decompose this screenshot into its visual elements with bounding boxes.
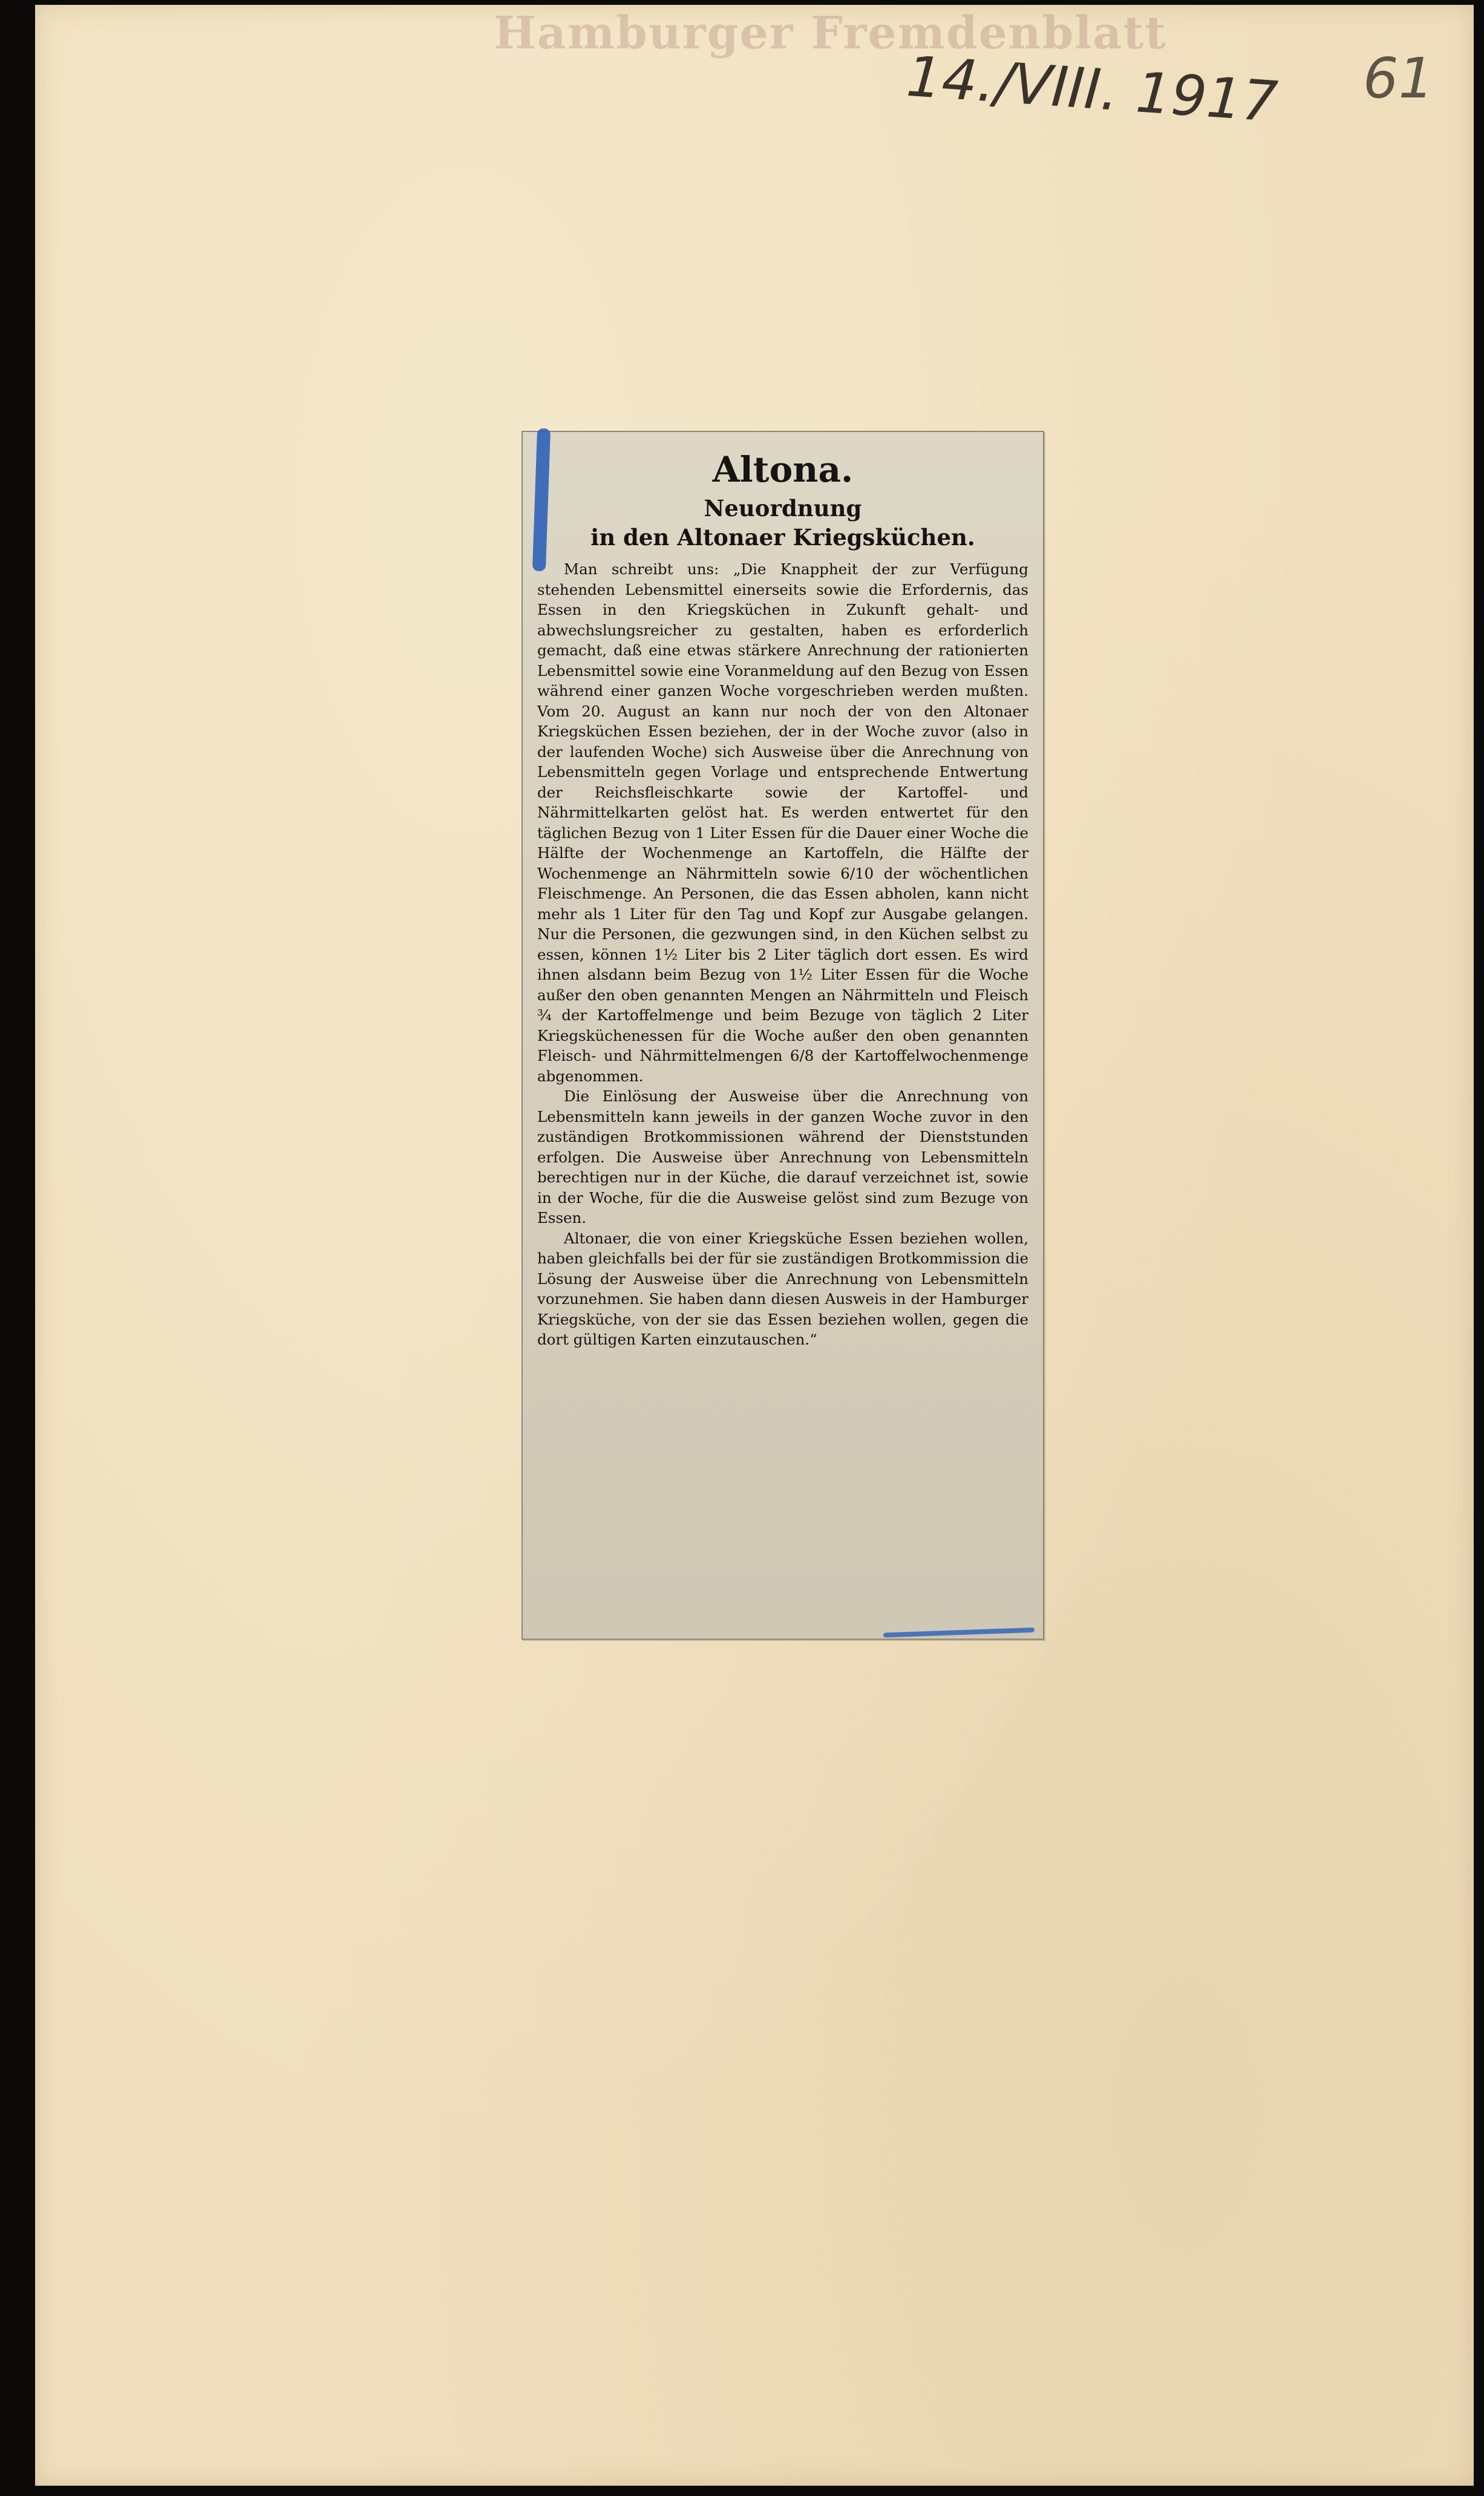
subhead-line: in den Altonaer Kriegsküchen. <box>590 524 975 551</box>
newspaper-clipping <box>521 431 1044 1640</box>
subhead-line: Neuordnung <box>704 495 862 522</box>
handwritten-page-number: 61 <box>1363 46 1434 111</box>
article-paragraph: Man schreibt uns: „Die Knappheit der zur Verfügung stehenden Lebensmittel einerseits sowie die Erfordernis, das Essen in den Kriegsküchen in Zukunft gehalt- und abwechslungsreicher zu gestalten, haben es erforderlich gemacht, daß eine etwas stärkere Anrechnung der rationierten Lebensmittel sowie eine Voranmeldung auf den Bezug von Essen während einer ganzen Woche vorgeschrieben werden mußten. Vom 20. August an kann nur noch der von den Altonaer Kriegsküchen Essen beziehen, der in der Woche zuvor (also in der laufenden Woche) sich Ausweise über die Anrechnung von Lebensmitteln gegen Vorlage und entsprechende Entwertung der Reichsfleischkarte sowie der Kartoffel- und Nährmittelkarten gelöst hat. Es werden entwertet für den täglichen Bezug von 1 Liter Essen für die Dauer einer Woche die Hälfte der Wochenmenge an Kartoffeln, die Hälfte der Wochenmenge an Nährmitteln sowie 6/10 der wöchentlichen Fleischmenge. An Personen, die das Essen abholen, kann nicht mehr als 1 Liter für den Tag und Kopf zur Ausgabe gelangen. Nur die Personen, die gezwungen sind, in den Küchen selbst zu essen, können 1½ Liter bis 2 Liter täglich dort essen. Es wird ihnen alsdann beim Bezug von 1½ Liter Essen für die Woche außer den oben genannten Mengen an Nährmitteln und Fleisch ¾ der Kartoffelmenge und beim Bezuge von täglich 2 Liter Kriegsküchenessen für die Woche außer den oben genannten Fleisch- und Nährmittelmengen 6/8 der Kartoffelwochenmenge abgenommen. <box>537 560 1028 1085</box>
article-headline: Altona. <box>712 449 854 490</box>
article-paragraph: Die Einlösung der Ausweise über die Anrechnung von Lebensmitteln kann jeweils in der ganzen Woche zuvor in den zuständigen Brotkommissionen während der Dienststunden erfolgen. Die Ausweise über Anrechnung von Lebensmitteln berechtigen nur in der Küche, die darauf verzeichnet ist, sowie in der Woche, für die die Ausweise gelöst sind zum Bezuge von Essen. <box>537 1087 1028 1227</box>
newspaper-stamp: Hamburger Fremdenblatt <box>494 7 1167 59</box>
article-paragraph: Altonaer, die von einer Kriegsküche Essen beziehen wollen, haben gleichfalls bei der für sie zuständigen Brotkommission die Lösung der Ausweise über die Anrechnung von Lebensmitteln vorzunehmen. Sie haben dann diesen Ausweis in der Hamburger Kriegsküche, von der sie das Essen beziehen wollen, gegen die dort gültigen Karten einzutauschen.“ <box>537 1229 1028 1348</box>
article-subhead <box>537 494 1028 552</box>
handwritten-date: 14./VIII. 1917 <box>904 44 1280 135</box>
blue-underline-mark <box>883 1628 1035 1638</box>
